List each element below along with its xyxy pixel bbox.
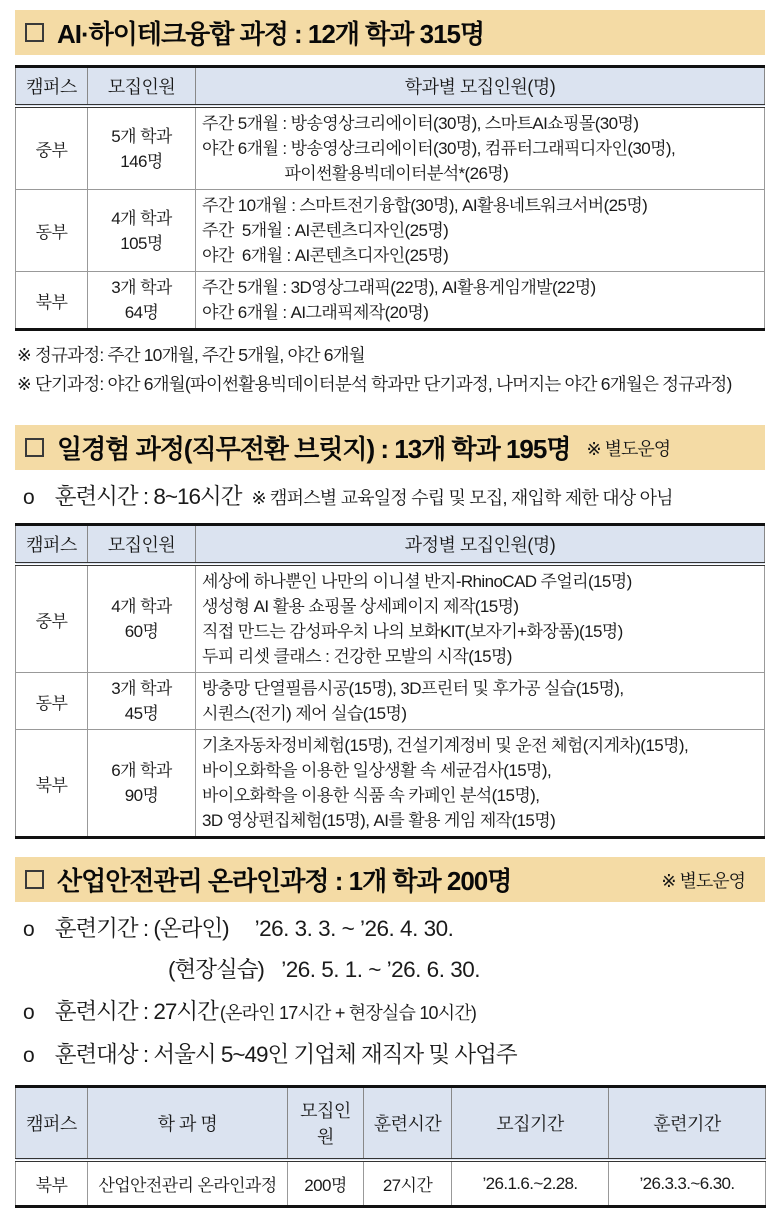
training-hours-text: 훈련시간 : 8~16시간 — [54, 484, 242, 509]
hours-cell: 27시간 — [364, 1160, 452, 1207]
training-period-label: 훈련기간 : (온라인) — [54, 916, 229, 941]
campus-cell: 북부 — [16, 730, 88, 838]
table-row — [16, 106, 765, 190]
table-row — [16, 1160, 766, 1207]
campus-cell: 중부 — [16, 106, 88, 190]
section-work-experience — [15, 425, 765, 839]
train-period-cell: ’26.3.3.~6.30. — [609, 1160, 766, 1207]
quota-depts: 5개 학과 — [111, 126, 172, 146]
safety-course-table — [15, 1085, 766, 1208]
training-hours-line — [23, 997, 765, 1028]
section-exp-title-bar — [15, 425, 765, 470]
checkbox-square-icon — [25, 870, 44, 889]
checkbox-square-icon — [25, 23, 44, 42]
quota-people: 146명 — [120, 151, 163, 171]
campus-cell: 중부 — [16, 564, 88, 673]
table-row — [16, 272, 765, 330]
quota-people: 105명 — [120, 233, 163, 253]
training-period-line — [23, 914, 765, 945]
course-line: 3D 영상편집체험(15명), AI를 활용 게임 제작(15명) — [202, 811, 556, 830]
campus-cell: 북부 — [16, 272, 88, 330]
course-line: 파이썬활용빅데이터분석*(26명) — [202, 164, 509, 183]
quota-depts: 4개 학과 — [111, 208, 172, 228]
col-header-campus: 캠퍼스 — [16, 67, 88, 107]
recruit-period-cell: ’26.1.6.~2.28. — [452, 1160, 609, 1207]
quota-cell: 200명 — [288, 1160, 364, 1207]
course-line: 주간 5개월 : 3D영상그래픽(22명), AI활용게임개발(22명) — [202, 278, 596, 297]
quota-cell — [88, 106, 196, 190]
quota-people: 64명 — [124, 303, 159, 322]
course-line: 주간 5개월 : AI콘텐츠디자인(25명) — [202, 221, 449, 240]
footnotes — [17, 341, 765, 399]
quota-cell — [88, 272, 196, 330]
col-header-quota: 모집인원 — [88, 525, 196, 565]
col-header-details: 학과별 모집인원(명) — [196, 67, 765, 107]
table-row — [16, 673, 765, 730]
table-header-row — [16, 1087, 766, 1161]
campus-cell: 동부 — [16, 190, 88, 272]
details-cell — [196, 272, 765, 330]
col-header-details: 과정별 모집인원(명) — [196, 525, 765, 565]
section-exp-title: 일경험 과정(직무전환 브릿지) : 13개 학과 195명 — [57, 434, 571, 464]
bullet-o-marker: o — [23, 918, 35, 941]
details-cell — [196, 190, 765, 272]
course-line: 야간 6개월 : AI그래픽제작(20명) — [202, 303, 429, 322]
col-header-recruit-period: 모집기간 — [452, 1087, 609, 1161]
details-cell — [196, 564, 765, 673]
course-line: 바이오화학을 이용한 일상생활 속 세균검사(15명), — [202, 761, 552, 780]
table-row — [16, 730, 765, 838]
section-industrial-safety — [15, 857, 765, 1208]
section-safety-note: ※ 별도운영 — [661, 870, 745, 891]
quota-cell — [88, 673, 196, 730]
checkbox-square-icon — [25, 438, 44, 457]
course-line: 두피 리셋 클래스 : 건강한 모발의 시작(15명) — [202, 647, 512, 666]
course-line: 방충망 단열필름시공(15명), 3D프린터 및 후가공 실습(15명), — [202, 679, 624, 698]
bullet-o-marker: o — [23, 486, 35, 509]
details-cell — [196, 673, 765, 730]
course-line: 직접 만드는 감성파우치 나의 보화KIT(보자기+화장품)(15명) — [202, 622, 623, 641]
table-row — [16, 190, 765, 272]
footnote-short-course: ※ 단기과정: 야간 6개월(파이썬활용빅데이터분석 학과만 단기과정, 나머지는 야간 6개월은 정규과정) — [17, 374, 732, 394]
details-cell — [196, 106, 765, 190]
quota-depts: 3개 학과 — [111, 679, 172, 698]
bullet-o-marker: o — [23, 1044, 35, 1067]
section-ai-title-bar — [15, 10, 765, 55]
col-header-hours: 훈련시간 — [364, 1087, 452, 1161]
table-row — [16, 564, 765, 673]
section-ai-hightech — [15, 10, 765, 399]
quota-depts: 3개 학과 — [111, 278, 172, 297]
quota-cell — [88, 190, 196, 272]
course-line: 주간 5개월 : 방송영상크리에이터(30명), 스마트AI쇼핑몰(30명) — [202, 114, 639, 133]
section-safety-title: 산업안전관리 온라인과정 : 1개 학과 200명 — [57, 866, 512, 896]
training-period-field-label: (현장실습) — [168, 957, 264, 982]
campus-cell: 동부 — [16, 673, 88, 730]
quota-cell — [88, 564, 196, 673]
ai-course-table — [15, 65, 765, 331]
course-line: 세상에 하나뿐인 나만의 이니셜 반지-RhinoCAD 주얼리(15명) — [202, 572, 632, 591]
quota-people: 60명 — [124, 622, 159, 641]
training-hours-note: ※ 캠퍼스별 교육일정 수립 및 모집, 재입학 제한 대상 아님 — [251, 488, 673, 508]
col-header-quota: 모집인원 — [88, 67, 196, 107]
footnote-regular-course: ※ 정규과정: 주간 10개월, 주간 5개월, 야간 6개월 — [17, 345, 365, 365]
campus-cell: 북부 — [16, 1160, 88, 1207]
table-header-row — [16, 67, 765, 107]
col-header-train-period: 훈련기간 — [609, 1087, 766, 1161]
training-period-field-line — [168, 955, 765, 985]
section-exp-note: ※ 별도운영 — [586, 438, 671, 459]
training-hours-line — [23, 482, 765, 513]
col-header-quota: 모집인원 — [288, 1087, 364, 1161]
bullet-o-marker: o — [23, 1001, 35, 1024]
training-hours-note: (온라인 17시간 + 현장실습 10시간) — [219, 1003, 477, 1023]
section-safety-title-bar — [15, 857, 765, 902]
quota-depts: 4개 학과 — [111, 597, 172, 616]
details-cell — [196, 730, 765, 838]
training-period-field-date: ’26. 5. 1. ~ ’26. 6. 30. — [281, 957, 480, 982]
col-header-campus: 캠퍼스 — [16, 525, 88, 565]
course-line: 생성형 AI 활용 쇼핑몰 상세페이지 제작(15명) — [202, 597, 519, 616]
section-ai-title: AI·하이테크융합 과정 : 12개 학과 315명 — [57, 19, 485, 49]
col-header-dept: 학 과 명 — [88, 1087, 288, 1161]
table-header-row — [16, 525, 765, 565]
col-header-campus: 캠퍼스 — [16, 1087, 88, 1161]
exp-course-table — [15, 523, 765, 839]
dept-cell: 산업안전관리 온라인과정 — [88, 1160, 288, 1207]
course-line: 주간 10개월 : 스마트전기융합(30명), AI활용네트워크서버(25명) — [202, 196, 648, 215]
training-hours-text: 훈련시간 : 27시간 — [54, 999, 218, 1024]
training-target-text: 훈련대상 : 서울시 5~49인 기업체 재직자 및 사업주 — [54, 1042, 517, 1067]
course-line: 야간 6개월 : AI콘텐츠디자인(25명) — [202, 246, 449, 265]
course-line: 기초자동차정비체험(15명), 건설기계정비 및 운전 체험(지게차)(15명), — [202, 736, 689, 755]
quota-people: 45명 — [124, 704, 159, 723]
course-line: 야간 6개월 : 방송영상크리에이터(30명), 컴퓨터그래픽디자인(30명), — [202, 139, 676, 158]
quota-cell — [88, 730, 196, 838]
course-line: 바이오화학을 이용한 식품 속 카페인 분석(15명), — [202, 786, 540, 805]
quota-people: 90명 — [124, 786, 159, 805]
training-period-online-date: ’26. 3. 3. ~ ’26. 4. 30. — [254, 916, 454, 941]
quota-depts: 6개 학과 — [111, 761, 172, 780]
training-target-line — [23, 1040, 765, 1071]
course-line: 시퀀스(전기) 제어 실습(15명) — [202, 704, 407, 723]
